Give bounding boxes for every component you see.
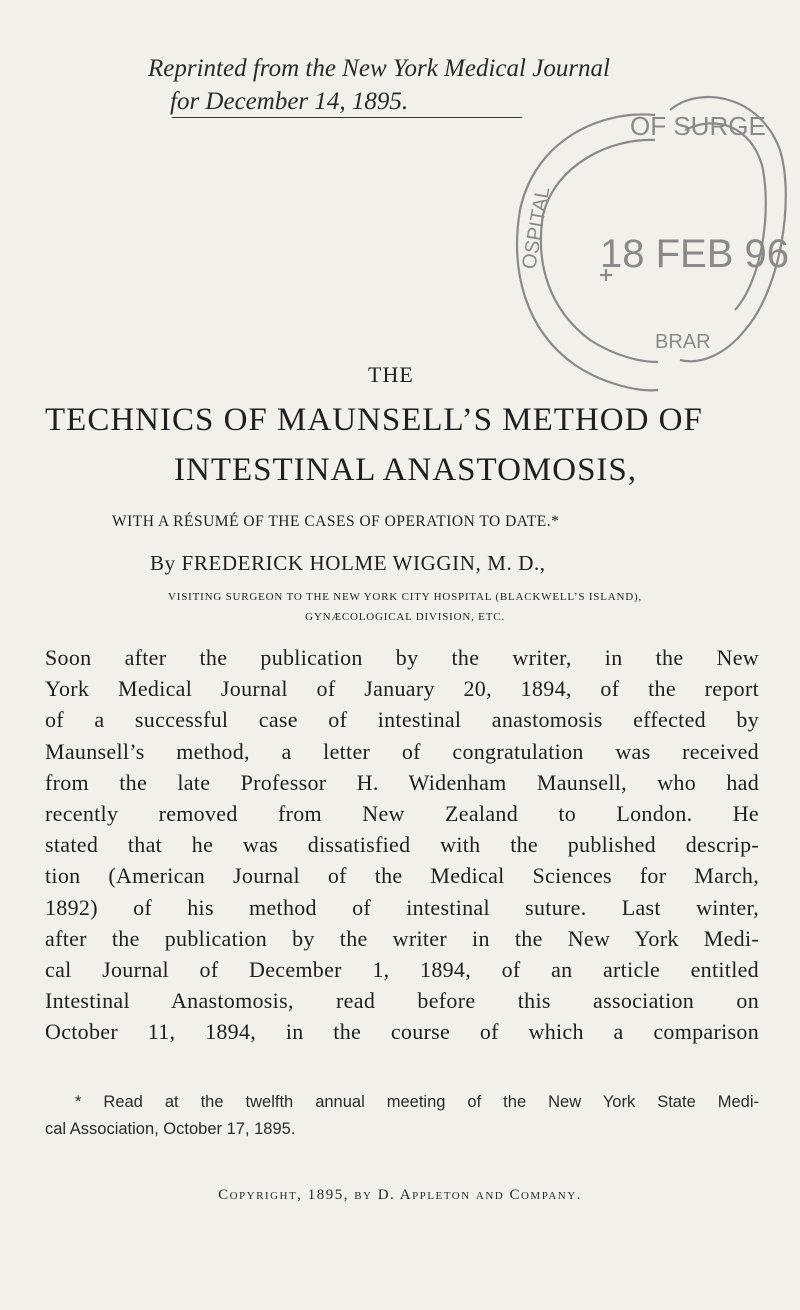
author-affiliation-2: GYNÆCOLOGICAL DIVISION, ETC.	[305, 611, 505, 623]
reprint-rule	[172, 117, 522, 118]
body-line: Intestinal Anastomosis, read before this association on	[45, 988, 759, 1014]
body-line: after the publication by the writer in the New York Medi-	[45, 925, 759, 951]
body-line: recently removed from New Zealand to London. He	[45, 801, 759, 827]
body-line: cal Journal of December 1, 1894, of an article entitled	[45, 957, 759, 983]
body-line: tion (American Journal of the Medical Sciences for March,	[45, 863, 759, 889]
footnote-line-2: cal Association, October 17, 1895.	[45, 1120, 296, 1138]
footnote-line-1: * Read at the twelfth annual meeting of the New York State Medi-	[75, 1093, 759, 1111]
title-line-2: INTESTINAL ANASTOMOSIS,	[174, 452, 638, 488]
body-line: from the late Professor H. Widenham Maunsell, who had	[45, 769, 759, 795]
stamp-ring-top: OF SURGE	[630, 111, 766, 141]
subtitle: WITH A RÉSUMÉ OF THE CASES OF OPERATION TO DATE.*	[112, 513, 560, 530]
author-byline: By FREDERICK HOLME WIGGIN, M. D.,	[150, 551, 546, 575]
body-line: Maunsell’s method, a letter of congratulation was received	[45, 738, 759, 764]
body-line: York Medical Journal of January 20, 1894, of the report	[45, 676, 759, 702]
title-line-1: TECHNICS OF MAUNSELL’S METHOD OF	[45, 402, 703, 438]
body-line: 1892) of his method of intestinal suture. Last winter,	[45, 894, 759, 920]
reprint-line-1: Reprinted from the New York Medical Journal	[148, 55, 610, 82]
body-line: of a successful case of intestinal anastomosis effected by	[45, 707, 759, 733]
library-stamp	[600, 90, 790, 370]
author-affiliation-1: VISITING SURGEON TO THE NEW YORK CITY HOSPITAL (BLACKWELL’S ISLAND),	[168, 591, 642, 603]
copyright-notice: Copyright, 1895, by D. Appleton and Company.	[218, 1187, 582, 1203]
body-line: October 11, 1894, in the course of which a comparison	[45, 1019, 759, 1045]
stamp-left-arc	[480, 100, 660, 410]
stamp-ring-bottom: BRAR	[655, 331, 711, 353]
title-article: THE	[368, 362, 414, 387]
body-text	[45, 642, 759, 1048]
library-stamp-icon	[600, 90, 790, 370]
svg-text:18 FEB 96: 18 FEB 96	[600, 232, 790, 276]
reprint-line-2: for December 14, 1895.	[170, 88, 409, 115]
body-line: Soon after the publication by the writer, in the New	[45, 645, 759, 670]
footnote	[45, 1089, 759, 1143]
body-line: stated that he was dissatisfied with the published descrip-	[45, 832, 759, 858]
svg-text:OSPITAL: OSPITAL	[518, 185, 555, 271]
